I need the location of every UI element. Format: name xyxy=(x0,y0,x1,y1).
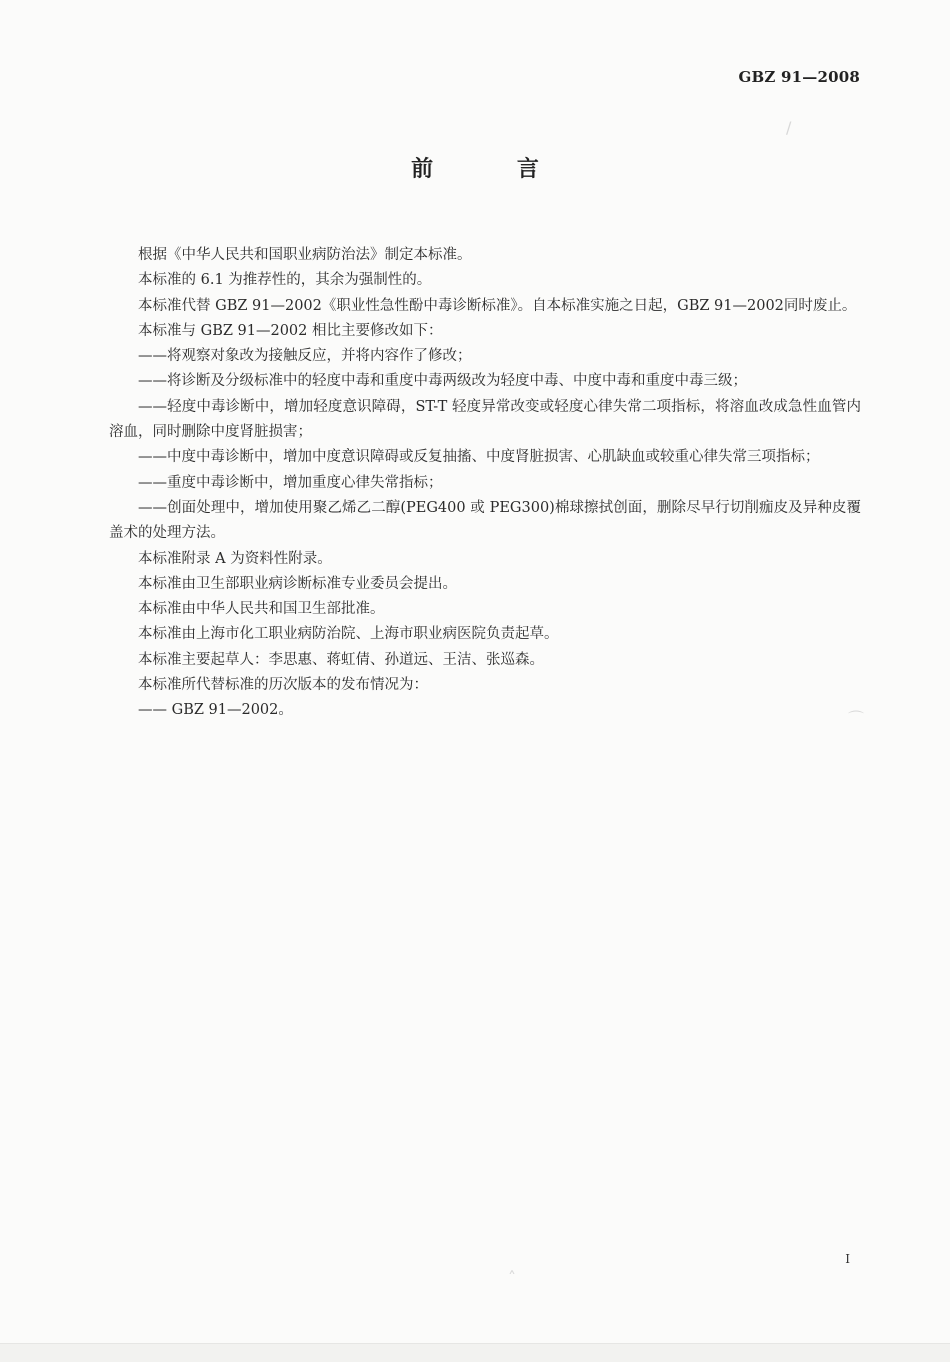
list-item: ——轻度中毒诊断中，增加轻度意识障碍，ST-T 轻度异常改变或轻度心律失常二项指标，将溶血改成急性血管内溶血，同时删除中度肾脏损害； xyxy=(109,398,861,441)
list-item: ——重度中毒诊断中，增加重度心律失常指标； xyxy=(138,474,443,491)
scan-speck-mark: / xyxy=(786,118,792,137)
scan-speck-mark: ˄ xyxy=(508,1268,516,1287)
paragraph: 本标准由卫生部职业病诊断标准专业委员会提出。 xyxy=(138,575,457,592)
foreword-body xyxy=(109,243,861,724)
page-number: I xyxy=(845,1252,850,1266)
scan-speck-mark: ⌒ xyxy=(848,709,865,728)
list-item: —— GBZ 91—2002。 xyxy=(138,702,293,719)
paragraph: 本标准所代替标准的历次版本的发布情况为： xyxy=(138,677,428,694)
list-item: ——将诊断及分级标准中的轻度中毒和重度中毒两级改为轻度中毒、中度中毒和重度中毒三级； xyxy=(138,373,747,390)
paragraph: 本标准附录 A 为资料性附录。 xyxy=(138,550,332,567)
paragraph: 本标准由上海市化工职业病防治院、上海市职业病医院负责起草。 xyxy=(138,626,559,643)
paragraph: 本标准的 6.1 为推荐性的，其余为强制性的。 xyxy=(138,272,432,289)
list-item: ——将观察对象改为接触反应，并将内容作了修改； xyxy=(138,348,472,365)
paragraph: 本标准主要起草人：李思惠、蒋虹倩、孙道远、王洁、张巡森。 xyxy=(138,651,544,668)
list-item: ——中度中毒诊断中，增加中度意识障碍或反复抽搐、中度肾脏损害、心肌缺血或较重心律失常三项指标； xyxy=(138,449,820,466)
paragraph: 根据《中华人民共和国职业病防治法》制定本标准。 xyxy=(138,247,472,263)
page-title: 前 言 xyxy=(411,157,577,182)
standard-code: GBZ 91—2008 xyxy=(738,68,860,86)
paragraph: 本标准与 GBZ 91—2002 相比主要修改如下： xyxy=(138,322,443,339)
paragraph: 本标准代替 GBZ 91—2002《职业性急性酚中毒诊断标准》。自本标准实施之日起，GBZ 91—2002同时废止。 xyxy=(138,297,857,314)
scan-bottom-edge xyxy=(0,1343,950,1362)
list-item: ——创面处理中，增加使用聚乙烯乙二醇(PEG400 或 PEG300)棉球擦拭创面，删除尽早行切削痂皮及异种皮覆盖术的处理方法。 xyxy=(109,499,861,542)
paragraph: 本标准由中华人民共和国卫生部批准。 xyxy=(138,601,385,618)
